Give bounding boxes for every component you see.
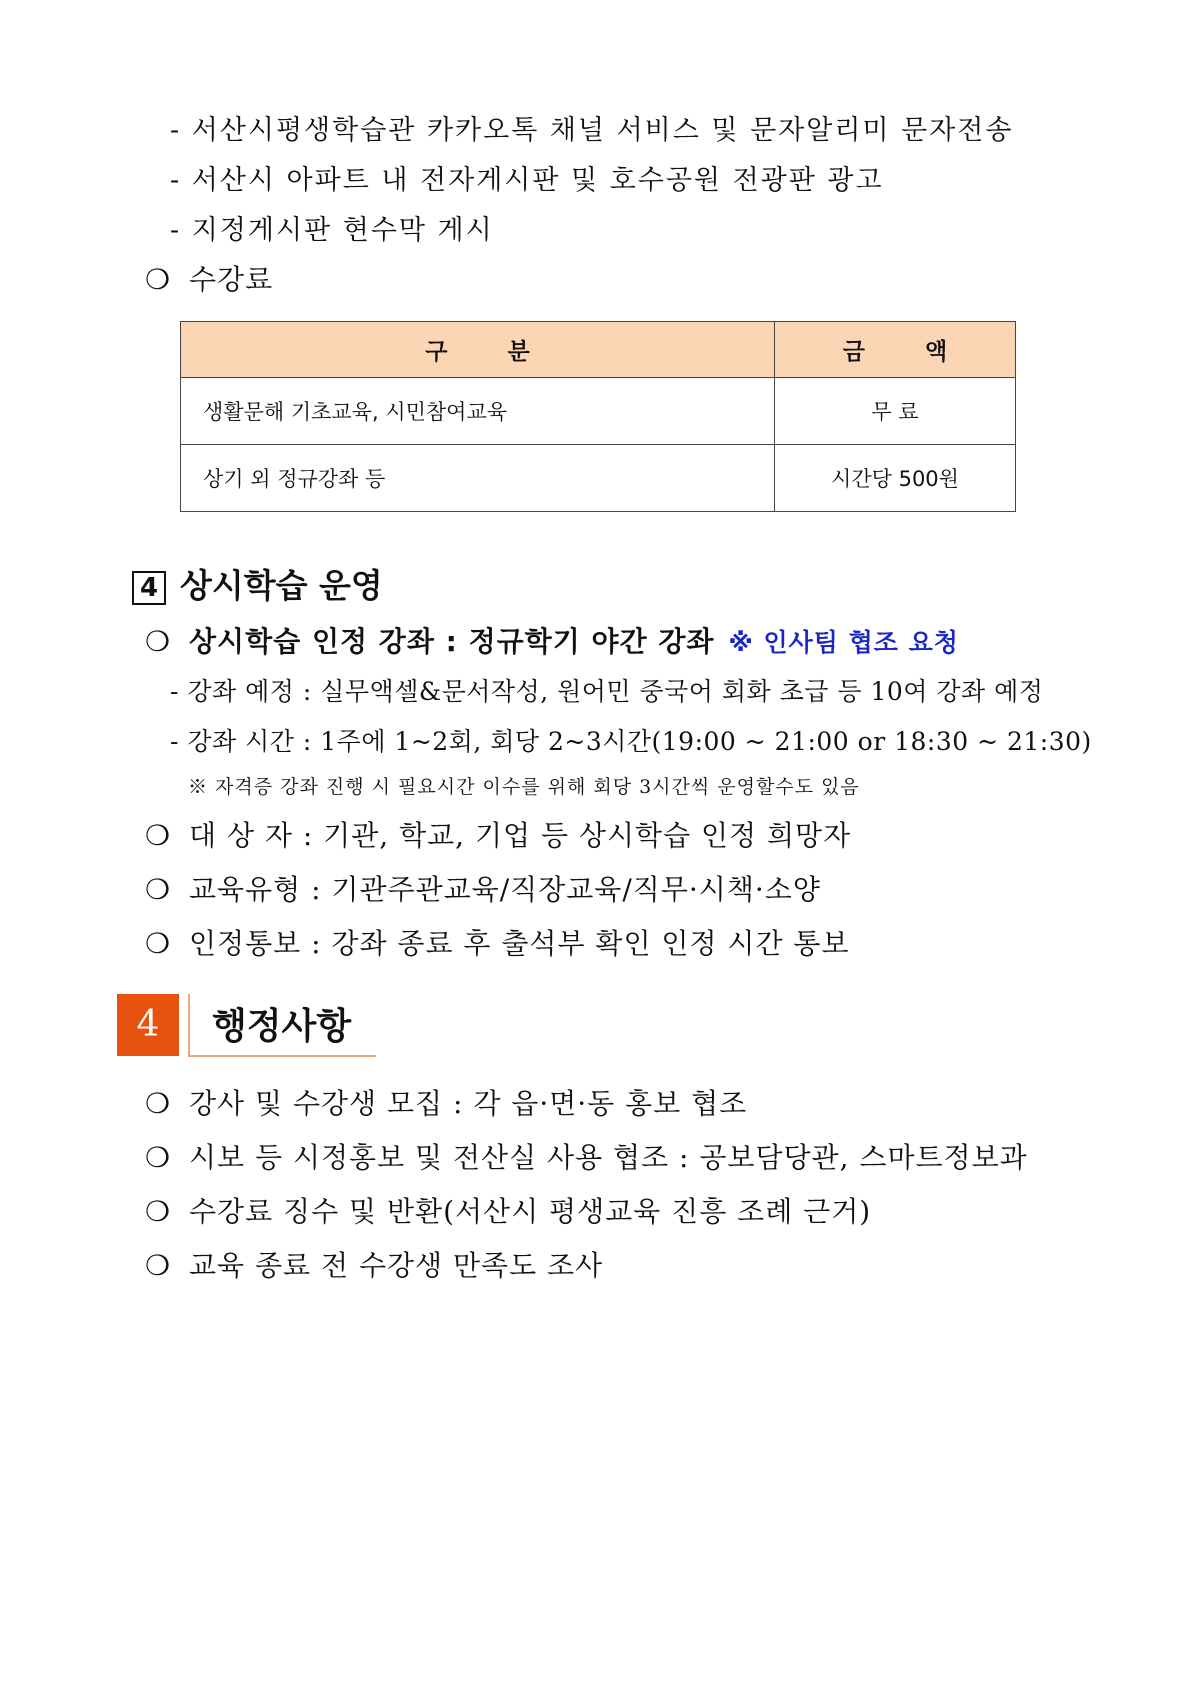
promo-line: - 지정게시판 현수막 게시 [170, 215, 494, 246]
list-item [145, 1190, 871, 1230]
bullet-icon: ❍ [145, 263, 172, 296]
promo-line: - 서산시평생학습관 카카오톡 채널 서비스 및 문자알리미 문자전송 [170, 115, 1014, 146]
table-header-row [181, 322, 1016, 378]
list-item [145, 868, 821, 908]
row-amount: 시간당 500원 [775, 445, 1016, 512]
list-item-text: 교육 종료 전 수강생 만족도 조사 [189, 1249, 604, 1282]
sub-item: - 강좌 시간 : 1주에 1~2회, 회당 2~3시간(19:00 ~ 21:00 or 18:30 ~ 21:30) [170, 727, 1092, 756]
row-category: 생활문해 기초교육, 시민참여교육 [181, 378, 775, 445]
section-number-box: 4 [132, 571, 166, 605]
header-amount: 금 액 [775, 322, 1016, 378]
row-category: 상기 외 정규강좌 등 [181, 445, 775, 512]
admin-title: 행정사항 [212, 1006, 352, 1047]
fee-label: 수강료 [189, 263, 274, 296]
bullet-icon: ❍ [145, 927, 172, 960]
list-item-text: 강사 및 수강생 모집 : 각 읍·면·동 홍보 협조 [189, 1087, 748, 1120]
bullet-icon: ❍ [145, 1195, 172, 1228]
main-note: ※ 인사팀 협조 요청 [728, 628, 959, 657]
list-item-text: 시보 등 시정홍보 및 전산실 사용 협조 : 공보담당관, 스마트정보과 [189, 1141, 1028, 1174]
list-item-text: 교육유형 : 기관주관교육/직장교육/직무·시책·소양 [189, 873, 821, 906]
list-item-text: 인정통보 : 강좌 종료 후 출석부 확인 인정 시간 통보 [189, 927, 850, 960]
main-item-text: 상시학습 인정 강좌 : 정규학기 야간 강좌 [189, 625, 715, 658]
list-item [145, 1136, 1028, 1176]
bullet-icon: ❍ [145, 1249, 172, 1282]
small-note: ※ 자격증 강좌 진행 시 필요시간 이수를 위해 회당 3시간씩 운영할수도 있음 [188, 776, 860, 798]
list-item [145, 1082, 747, 1122]
list-item [145, 922, 850, 962]
section-heading [132, 560, 383, 607]
bullet-icon: ❍ [145, 819, 172, 852]
promo-line: - 서산시 아파트 내 전자게시판 및 호수공원 전광판 광고 [170, 165, 884, 196]
list-item [145, 1244, 603, 1284]
header-divider [188, 994, 190, 1056]
bullet-icon: ❍ [145, 1087, 172, 1120]
section-title: 상시학습 운영 [180, 566, 383, 605]
list-item [145, 814, 851, 854]
bullet-icon: ❍ [145, 1141, 172, 1174]
bullet-icon: ❍ [145, 625, 172, 658]
list-item-text: 대 상 자 : 기관, 학교, 기업 등 상시학습 인정 희망자 [189, 819, 852, 852]
main-item [145, 620, 959, 660]
header-underline [188, 1055, 376, 1057]
list-item-text: 수강료 징수 및 반환(서산시 평생교육 진흥 조례 근거) [189, 1195, 872, 1228]
header-category: 구 분 [181, 322, 775, 378]
table-row [181, 378, 1016, 445]
table-row [181, 445, 1016, 512]
admin-number-badge: 4 [117, 994, 179, 1056]
row-amount: 무 료 [775, 378, 1016, 445]
bullet-icon: ❍ [145, 873, 172, 906]
fee-table [180, 321, 1016, 512]
sub-item: - 강좌 예정 : 실무액셀&문서작성, 원어민 중국어 회화 초급 등 10여 강좌 예정 [170, 677, 1044, 706]
fee-heading [145, 258, 273, 298]
